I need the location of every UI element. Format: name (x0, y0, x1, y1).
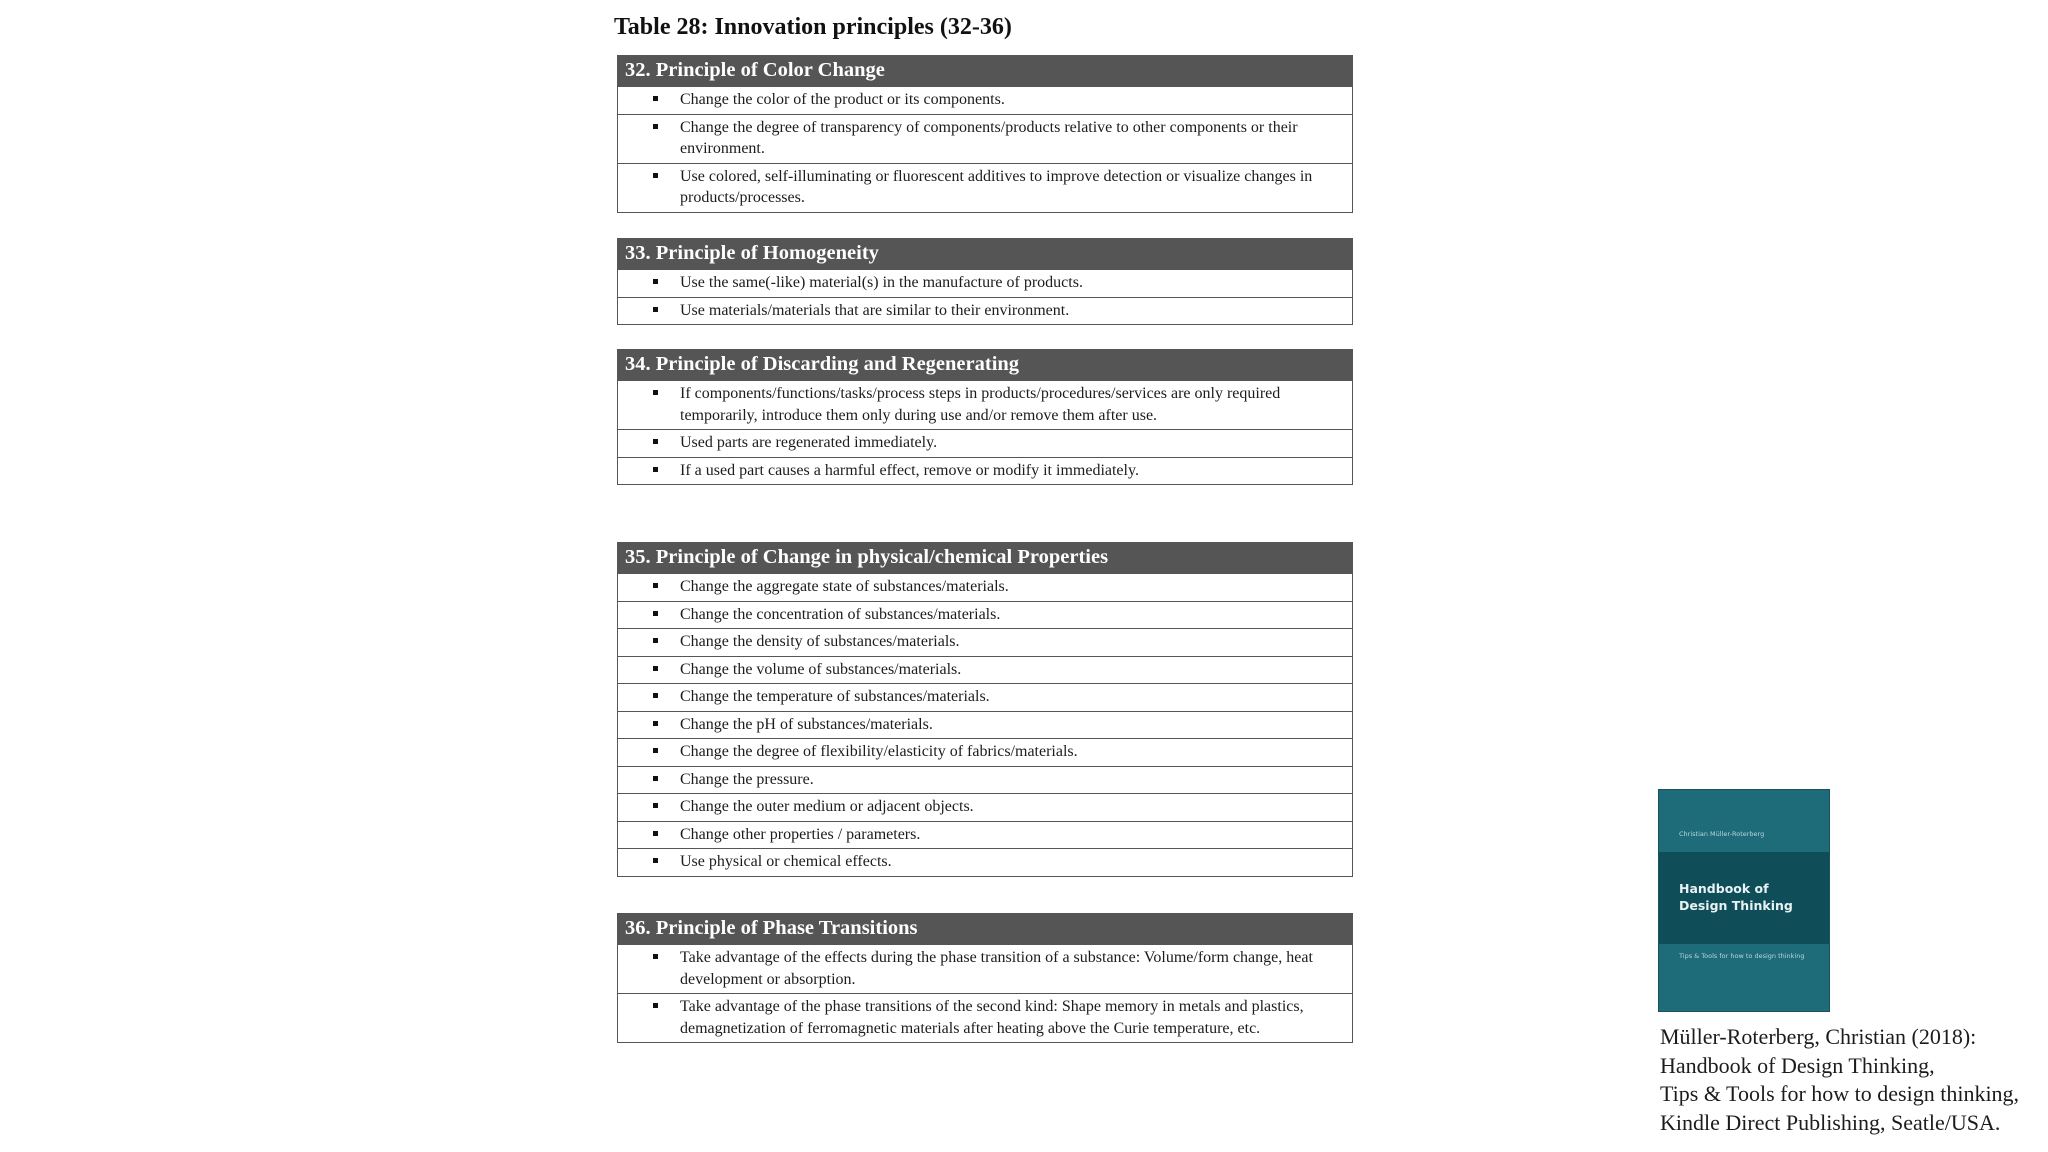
principle-heading: 36. Principle of Phase Transitions (618, 913, 1352, 944)
item-text: Change the volume of substances/materials. (680, 660, 962, 678)
principle-table-36 (617, 913, 1353, 1043)
cover-subtitle: Tips & Tools for how to design thinking (1679, 952, 1805, 960)
item-text: Change the temperature of substances/materials. (680, 688, 990, 705)
list-item (618, 711, 1352, 739)
principle-table-35 (617, 542, 1353, 877)
bullet-icon (653, 611, 658, 616)
item-text: Change the degree of flexibility/elasticity of fabrics/materials. (680, 743, 1078, 760)
bullet-icon (653, 803, 658, 808)
item-text: Use the same(-like) material(s) in the manufacture of products. (680, 274, 1083, 291)
book-citation (1660, 1023, 2019, 1137)
citation-line: Handbook of Design Thinking, (1660, 1052, 1935, 1078)
list-item (618, 380, 1352, 429)
bullet-icon (653, 307, 658, 312)
bullet-icon (653, 1003, 658, 1008)
bullet-icon (653, 638, 658, 643)
bullet-icon (653, 467, 658, 472)
list-item (618, 848, 1352, 876)
list-item (618, 114, 1352, 163)
principle-table-32 (617, 55, 1353, 213)
list-item (618, 944, 1352, 993)
item-text: Use materials/materials that are similar to their environment. (680, 301, 1070, 319)
cover-title: Handbook of Design Thinking (1679, 881, 1793, 913)
item-text: Change the pressure. (680, 770, 814, 788)
list-item (618, 683, 1352, 711)
bullet-icon (653, 124, 658, 129)
bullet-icon (653, 954, 658, 959)
list-item (618, 993, 1352, 1042)
item-text: Change the pH of substances/materials. (680, 715, 933, 733)
item-text: Use physical or chemical effects. (680, 853, 892, 870)
principle-heading: 34. Principle of Discarding and Regenerating (618, 349, 1352, 380)
list-item (618, 656, 1352, 684)
bullet-icon (653, 439, 658, 444)
item-text: Take advantage of the effects during the phase transition of a substance: Volume/form change, heat development or absorption. (680, 949, 1313, 988)
item-text: Change other properties / parameters. (680, 825, 921, 843)
principle-table-33 (617, 238, 1353, 325)
bullet-icon (653, 721, 658, 726)
list-item (618, 297, 1352, 325)
principle-heading: 35. Principle of Change in physical/chemical Properties (618, 542, 1352, 573)
bullet-icon (653, 173, 658, 178)
item-text: Used parts are regenerated immediately. (680, 434, 938, 451)
book-cover-image (1659, 790, 1829, 1011)
list-item (618, 457, 1352, 485)
list-item (618, 163, 1352, 212)
bullet-icon (653, 666, 658, 671)
item-text: Change the density of substances/materials. (680, 633, 960, 650)
item-text: If components/functions/tasks/process steps in products/procedures/services are only required temporarily, introduce them only during use and/or remove them after use. (680, 385, 1281, 424)
page-title: Table 28: Innovation principles (32-36) (614, 14, 1012, 40)
bullet-icon (653, 279, 658, 284)
bullet-icon (653, 776, 658, 781)
citation-line: Müller-Roterberg, Christian (2018): (1660, 1024, 1977, 1049)
bullet-icon (653, 583, 658, 588)
list-item (618, 601, 1352, 629)
citation-line: Kindle Direct Publishing, Seatle/USA. (1660, 1109, 2001, 1135)
list-item (618, 429, 1352, 457)
cover-author: Christian Müller-Roterberg (1679, 830, 1765, 838)
principle-heading: 33. Principle of Homogeneity (618, 238, 1352, 269)
list-item (618, 793, 1352, 821)
list-item (618, 269, 1352, 297)
list-item (618, 628, 1352, 656)
item-text: Use colored, self-illuminating or fluorescent additives to improve detection or visualize changes in products/processes. (680, 167, 1313, 206)
list-item (618, 738, 1352, 766)
principle-table-34 (617, 349, 1353, 485)
item-text: Change the degree of transparency of components/products relative to other components or their environment. (680, 118, 1298, 157)
bullet-icon (653, 831, 658, 836)
item-text: If a used part causes a harmful effect, remove or modify it immediately. (680, 461, 1139, 479)
bullet-icon (653, 693, 658, 698)
item-text: Change the outer medium or adjacent objects. (680, 798, 974, 815)
bullet-icon (653, 96, 658, 101)
item-text: Change the aggregate state of substances/materials. (680, 578, 1009, 595)
item-text: Change the color of the product or its components. (680, 91, 1005, 108)
bullet-icon (653, 858, 658, 863)
bullet-icon (653, 748, 658, 753)
item-text: Take advantage of the phase transitions of the second kind: Shape memory in metals and plastics, demagnetization of ferromagnetic materials after heating above the Curie temperature, etc. (680, 998, 1304, 1037)
list-item (618, 573, 1352, 601)
list-item (618, 86, 1352, 114)
item-text: Change the concentration of substances/materials. (680, 605, 1001, 623)
citation-line: Tips & Tools for how to design thinking, (1660, 1081, 2020, 1106)
bullet-icon (653, 390, 658, 395)
list-item (618, 821, 1352, 849)
list-item (618, 766, 1352, 794)
principle-heading: 32. Principle of Color Change (618, 55, 1352, 86)
